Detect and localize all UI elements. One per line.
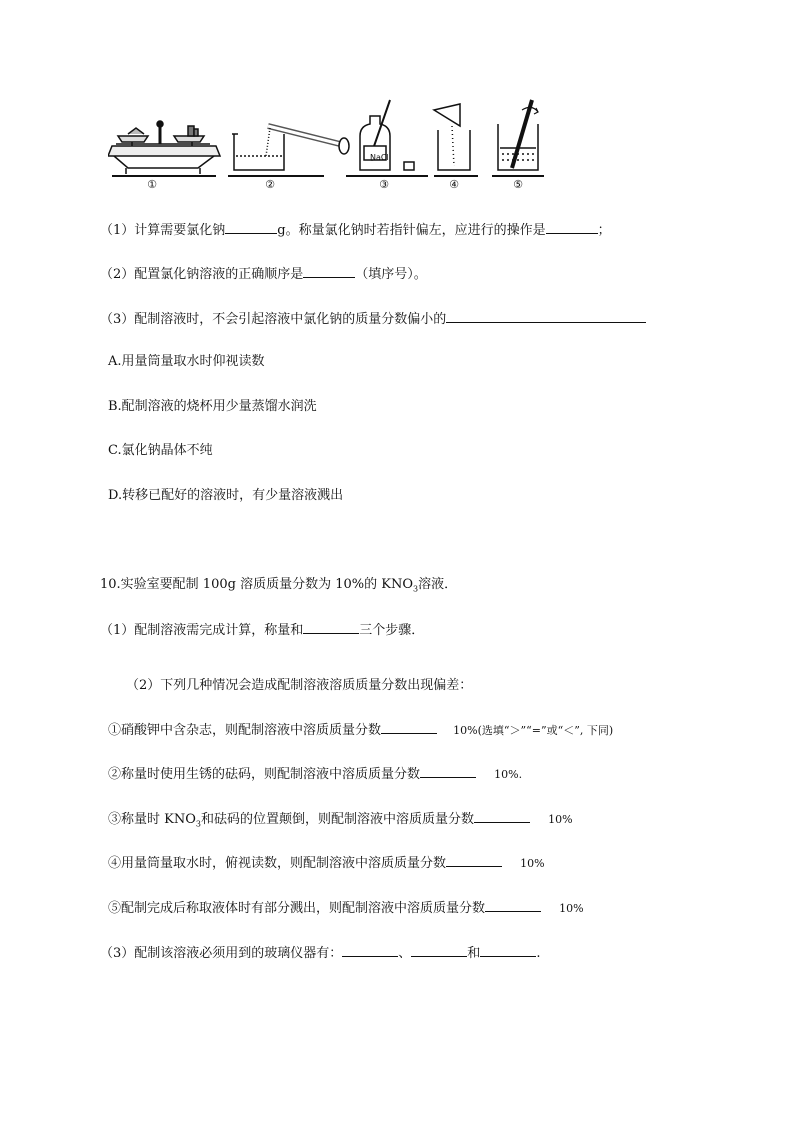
q3-blank-answer[interactable]: [446, 309, 646, 323]
q10-c2-line: [108, 764, 522, 784]
pouring-solid-icon: [434, 104, 478, 176]
q10-s1-text: （1）配制溶液需完成计算，称量和: [100, 623, 304, 638]
q10-c5-pct: 10%: [559, 902, 584, 915]
q2-text: （2）配置氯化钠溶液的正确顺序是: [100, 267, 304, 282]
q10-c4-blank[interactable]: [446, 853, 502, 867]
q1-line: [100, 220, 611, 240]
q3-line: [100, 309, 646, 329]
q10-s1-text-2: 三个步骤．: [359, 623, 425, 638]
figure-label-1: ①: [147, 178, 157, 191]
q10-c1-text: ①硝酸钾中含杂志，则配制溶液中溶质质量分数: [108, 723, 382, 738]
nacl-label: NaCl: [370, 153, 389, 162]
apparatus-drawing: [108, 96, 548, 196]
figure-label-4: ④: [449, 178, 459, 191]
q1-blank-mass[interactable]: [225, 220, 277, 234]
option-c[interactable]: C.氯化钠晶体不纯: [108, 443, 213, 458]
q10-s1-line: [100, 620, 424, 640]
q10-title: [100, 576, 457, 599]
q10-s3-end: .: [536, 946, 541, 961]
q10-c1-line: [108, 720, 613, 740]
q10-s3-sep-2: 和: [467, 946, 481, 961]
q10-s1-blank[interactable]: [303, 620, 359, 634]
q10-c4-line: [108, 853, 545, 873]
q10-c4-pct: 10%: [520, 857, 545, 870]
q3-text: （3）配制溶液时，不会引起溶液中氯化钠的质量分数偏小的: [100, 312, 447, 327]
q10-c2-text: ②称量时使用生锈的砝码，则配制溶液中溶质质量分数: [108, 767, 421, 782]
q10-s3-line: [100, 943, 540, 963]
q1-text-2: g。称量氯化钠时若指针偏左，应进行的操作是: [277, 223, 546, 238]
option-b[interactable]: B.配制溶液的烧杯用少量蒸馏水润洗: [108, 399, 317, 414]
pouring-cylinder-icon: [228, 126, 349, 176]
q10-c5-line: [108, 898, 584, 918]
q10-title-text: 10.实验室要配制 100g 溶质质量分数为 10%的 KNO: [100, 577, 413, 592]
q10-s3-blank-3[interactable]: [480, 943, 536, 957]
q10-c4-text: ④用量筒量取水时，俯视读数，则配制溶液中溶质质量分数: [108, 856, 447, 871]
q10-c1-blank[interactable]: [381, 720, 437, 734]
stirring-rod-icon: [492, 100, 544, 176]
figure-label-3: ③: [379, 178, 389, 191]
q10-c3-pct: 10%: [548, 813, 573, 826]
q10-s3-sep-1: 、: [398, 946, 412, 961]
q10-title-sub: 3: [412, 584, 419, 594]
q10-c3-blank[interactable]: [474, 809, 530, 823]
q10-c3-sub: 3: [195, 819, 201, 829]
q2-line: [100, 264, 427, 284]
q10-c1-hint: (选填“＞”“=”或“＜”, 下同): [477, 724, 614, 737]
q10-s3-blank-2[interactable]: [411, 943, 467, 957]
q1-end: ；: [597, 223, 611, 238]
balance-icon: [108, 121, 220, 174]
q10-title-end: 溶液．: [418, 577, 458, 592]
q10-s3-blank-1[interactable]: [342, 943, 398, 957]
q10-c5-blank[interactable]: [485, 898, 541, 912]
q10-c3-text: ③称量时 KNO: [108, 812, 196, 827]
option-a[interactable]: A.用量筒量取水时仰视读数: [108, 354, 265, 369]
q10-s2-line: （2）下列几种情况会造成配制溶液溶质质量分数出现偏差：: [126, 678, 473, 693]
q10-c2-pct: 10%.: [494, 768, 523, 781]
q1-text: （1）计算需要氯化钠: [100, 223, 226, 238]
q10-s3-text: （3）配制该溶液必须用到的玻璃仪器有：: [100, 946, 343, 961]
q10-c2-blank[interactable]: [420, 764, 476, 778]
figure-label-2: ②: [265, 178, 275, 191]
q2-text-2: （填序号）。: [355, 267, 427, 282]
q2-blank-order[interactable]: [303, 264, 355, 278]
q1-blank-operation[interactable]: [546, 220, 598, 234]
q10-c3-text-2: 和砝码的位置颠倒，则配制溶液中溶质质量分数: [200, 812, 474, 827]
q10-c3-line: [108, 809, 573, 834]
figure-label-5: ⑤: [513, 178, 523, 191]
q10-c1-pct: 10%: [453, 724, 478, 737]
apparatus-figure: [108, 96, 548, 196]
option-d[interactable]: D.转移已配好的溶液时，有少量溶液溅出: [108, 488, 344, 503]
reagent-bottle-icon: [346, 100, 428, 176]
q10-c5-text: ⑤配制完成后称取液体时有部分溅出，则配制溶液中溶质质量分数: [108, 901, 486, 916]
